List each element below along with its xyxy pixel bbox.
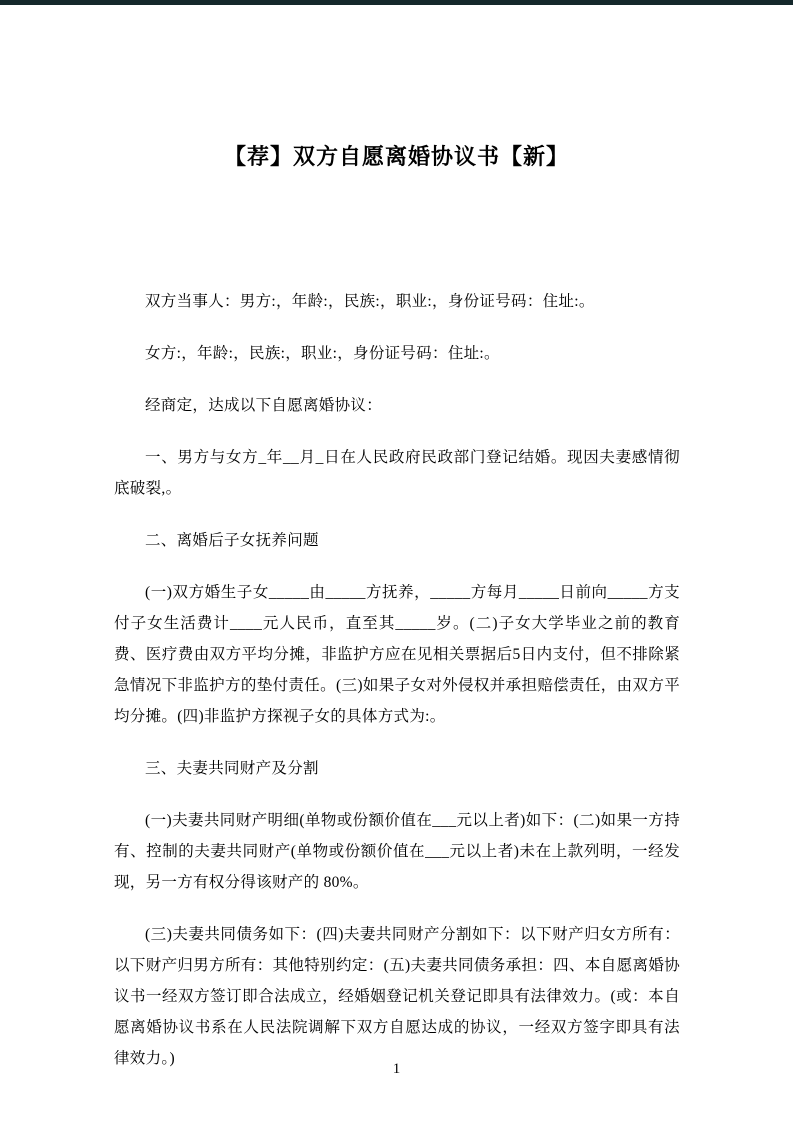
paragraph-clause-2-custody-details: (一)双方婚生子女_____由_____方抚养，_____方每月_____日前向_____方支付子女生活费计____元人民币，直至其_____岁。(二)子女大学毕业之前的教育费、医疗费由双方平均分摊，非监护方应在见相关票据后5日内支付，但不排除紧急情况下非监护方的垫付责任。(三)如果子女对外侵权并承担赔偿责任，由双方平均分摊。(四)非监护方探视子女的具体方式为:。 bbox=[114, 584, 680, 725]
paragraph-clause-3-property-details: (一)夫妻共同财产明细(单物或份额价值在___元以上者)如下：(二)如果一方持有、控制的夫妻共同财产(单物或份额价值在___元以上者)未在上款列明，一经发现，另一方有权分得该财产的 80%。 bbox=[114, 812, 680, 891]
document-title: 【荐】双方自愿离婚协议书【新】 bbox=[223, 144, 569, 169]
paragraph-clause-3-debts-and-validity: (三)夫妻共同债务如下：(四)夫妻共同财产分割如下：以下财产归女方所有：以下财产归男方所有：其他特别约定：(五)夫妻共同债务承担：四、本自愿离婚协议书一经双方签订即合法成立，经婚姻登记机关登记即具有法律效力。(或：本自愿离婚协议书系在人民法院调解下双方自愿达成的协议，一经双方签字即具有法律效力。) bbox=[114, 926, 680, 1067]
page-top-border bbox=[0, 0, 793, 5]
paragraph-clause-1-marriage: 一、男方与女方_年__月_日在人民政府民政部门登记结婚。现因夫妻感情彻底破裂,。 bbox=[114, 449, 680, 497]
paragraph-parties: 双方当事人：男方:，年龄:，民族:，职业:，身份证号码：住址:。 bbox=[145, 293, 595, 310]
paragraph-clause-2-heading: 二、离婚后子女抚养问题 bbox=[145, 532, 319, 549]
paragraph-agreement-intro: 经商定，达成以下自愿离婚协议： bbox=[145, 397, 383, 414]
paragraph-woman-info: 女方:，年龄:，民族:，职业:，身份证号码：住址:。 bbox=[145, 345, 500, 362]
paragraph-clause-3-heading: 三、夫妻共同财产及分割 bbox=[145, 760, 319, 777]
page-number: 1 bbox=[392, 1061, 401, 1077]
document-body bbox=[114, 286, 680, 1095]
